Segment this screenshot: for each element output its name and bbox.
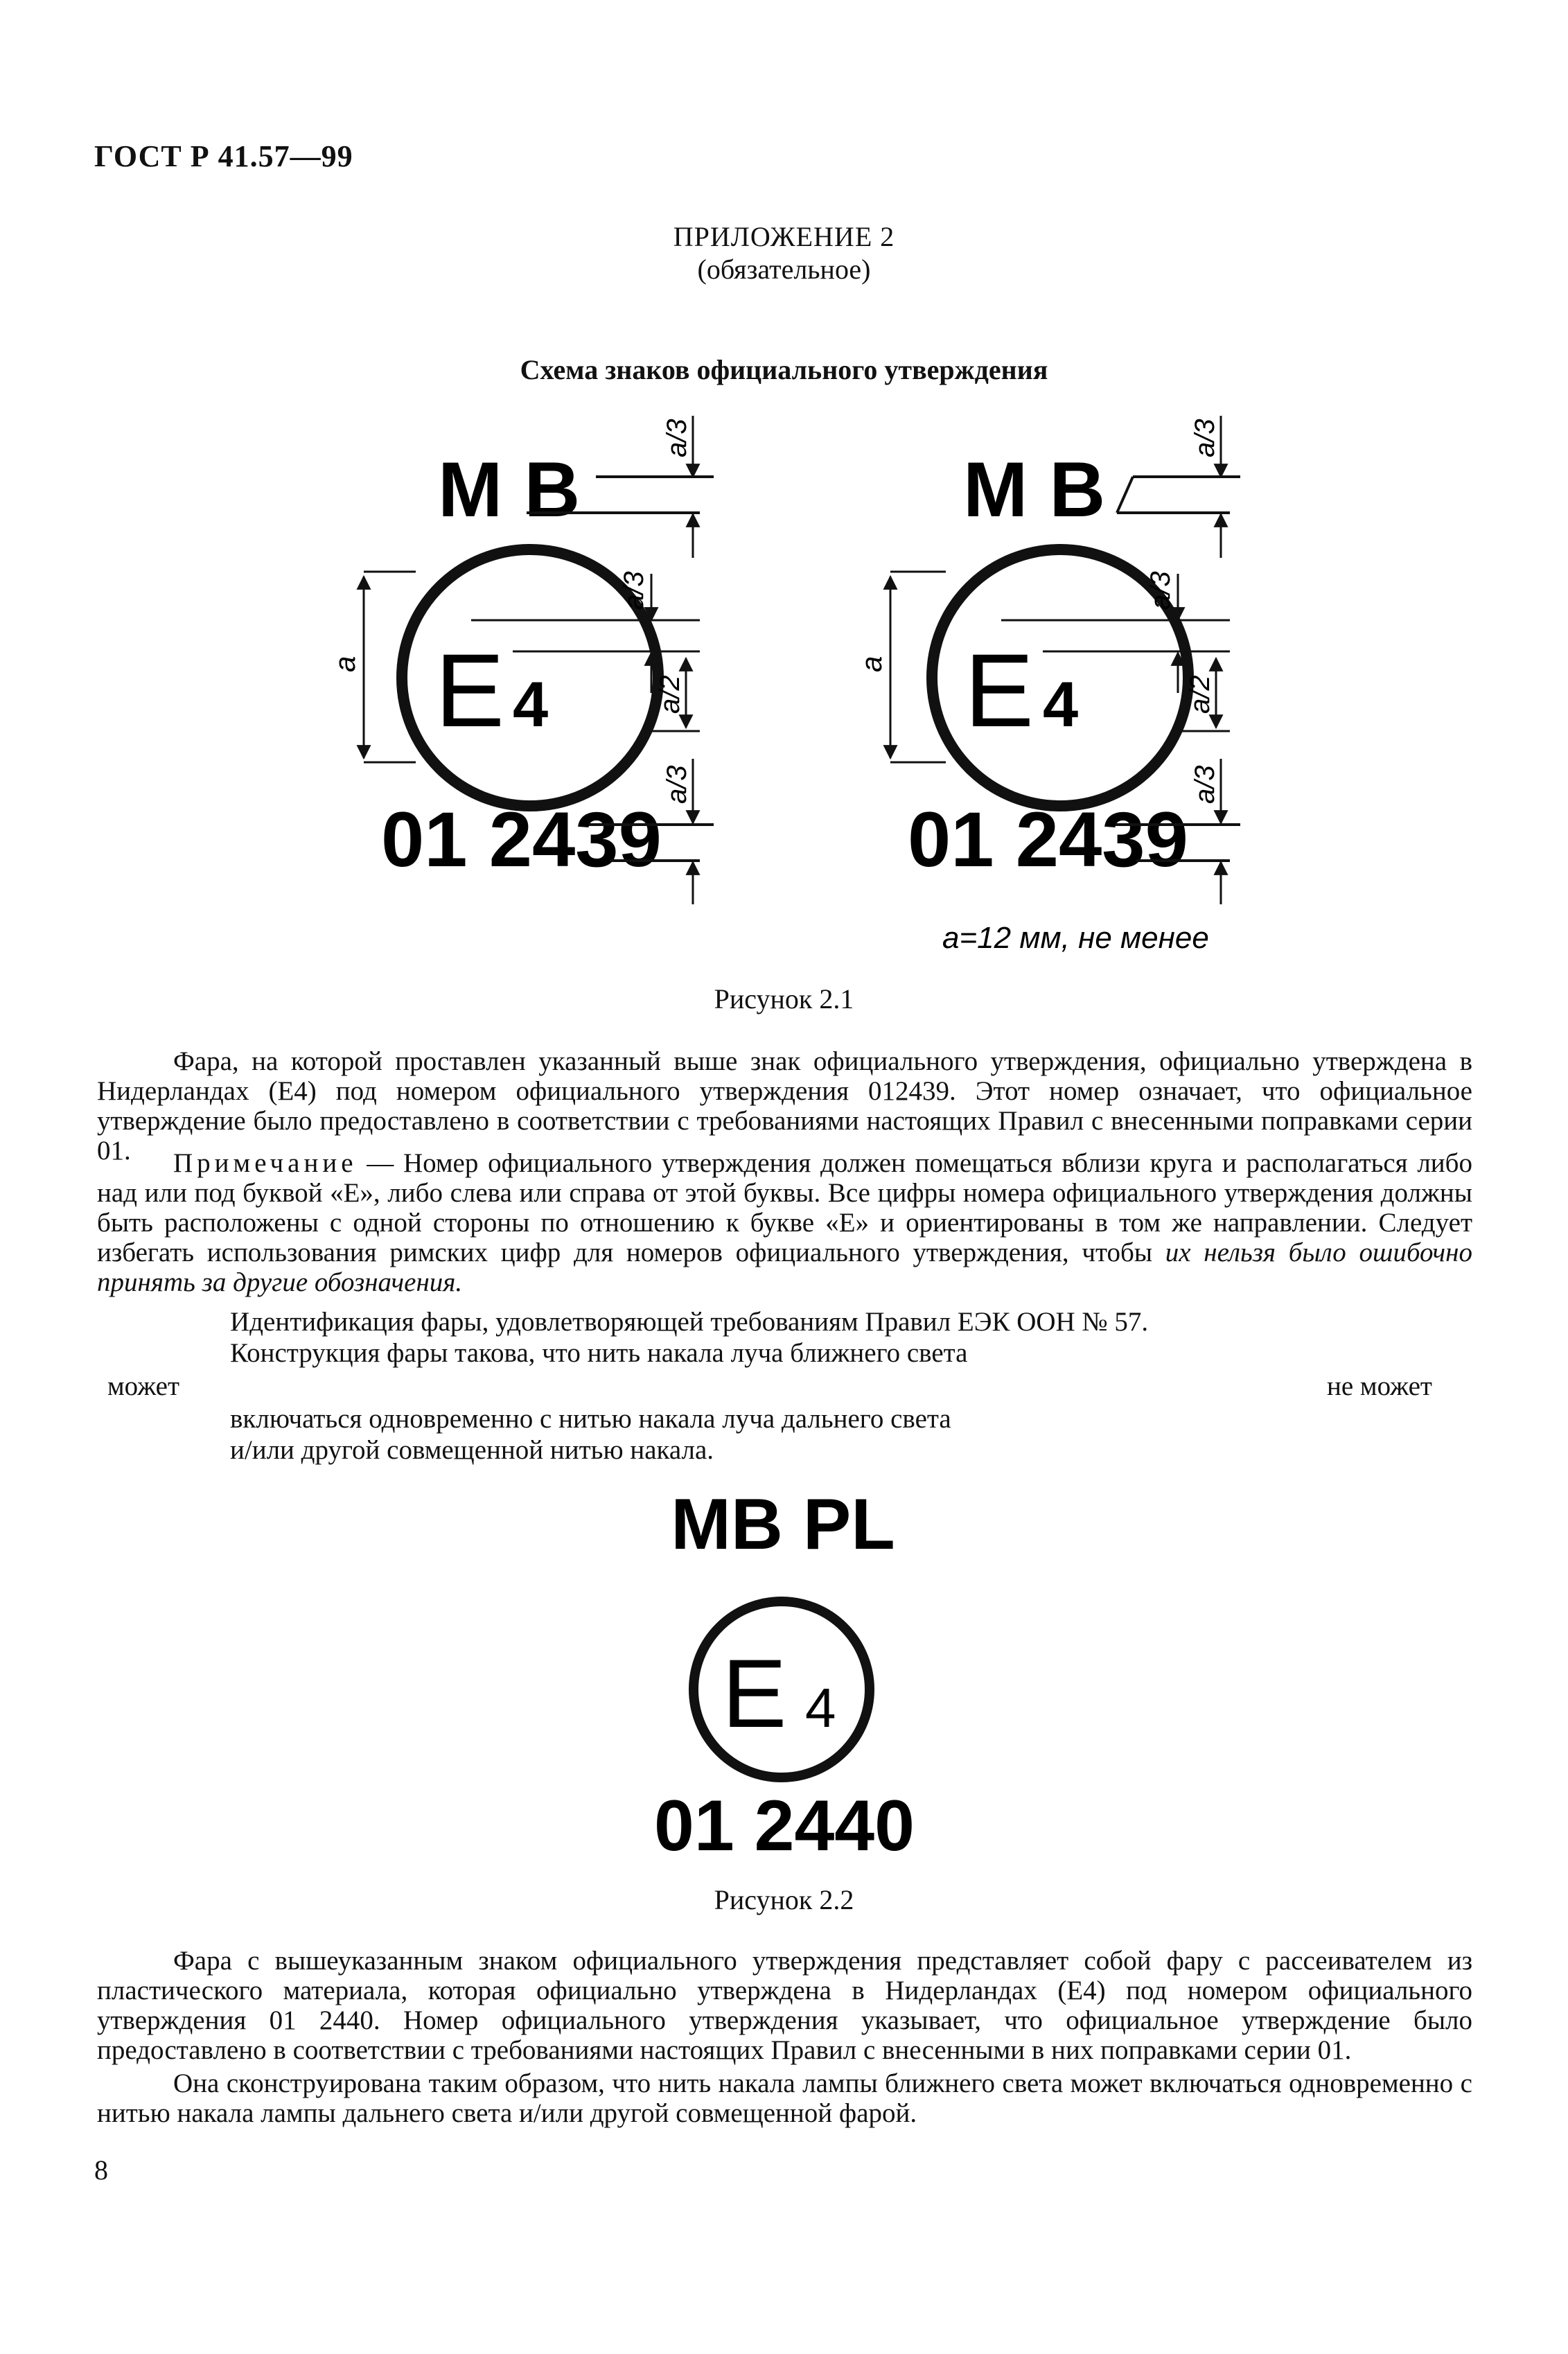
figure-2-2-diagram bbox=[589, 1469, 977, 1885]
dim-a3-bottom-right: a/3 bbox=[1190, 765, 1220, 804]
note-label: Примечание bbox=[173, 1148, 358, 1178]
e-letter-fig2: E bbox=[722, 1639, 787, 1748]
note-paragraph bbox=[97, 1148, 1472, 1297]
country-code-fig2: 4 bbox=[805, 1677, 836, 1739]
e-letter-left: E bbox=[435, 632, 505, 748]
mark-text-right: M B bbox=[963, 446, 1106, 533]
ident-option-right: не может bbox=[1327, 1371, 1432, 1401]
country-code-left: 4 bbox=[513, 669, 549, 740]
dim-a3-mid-left: a/3 bbox=[619, 571, 649, 610]
mark-text-left: M B bbox=[438, 446, 581, 533]
ident-line-3: включаться одновременно с нитью накала луча дальнего света bbox=[230, 1404, 951, 1434]
figure-2-1-diagram bbox=[0, 388, 1568, 991]
dim-a2-right: a/2 bbox=[1185, 675, 1215, 714]
paragraph-1: Фара, на которой проставлен указанный выше знак официального утверждения, официально утверждена в Нидерландах (Е4) под номером официального утверждения 012439. Этот номер означает, что официальное утверждение было предоставлено в соответствии с требованиями настоящих Правил с внесенными поправками серии 01. bbox=[97, 1046, 1472, 1166]
country-code-right: 4 bbox=[1043, 669, 1079, 740]
scheme-title: Схема знаков официального утверждения bbox=[520, 354, 1048, 385]
document-header: ГОСТ Р 41.57—99 bbox=[94, 139, 353, 173]
page-number: 8 bbox=[94, 2154, 108, 2186]
ident-option-left: может bbox=[107, 1371, 179, 1401]
approval-mark-left bbox=[328, 416, 714, 904]
annex-status: (обязательное) bbox=[697, 254, 871, 285]
figure-2-1-caption: Рисунок 2.1 bbox=[714, 983, 854, 1014]
dim-a-left: a bbox=[328, 656, 361, 672]
ident-line-2: Конструкция фары такова, что нить накала луча ближнего света bbox=[230, 1338, 968, 1368]
dim-a2-left: a/2 bbox=[655, 675, 685, 714]
paragraph-2: Фара с вышеуказанным знаком официального утверждения представляет собой фару с рассеивателем из пластического материала, которая официально утверждена в Нидерландах (Е4) под номером официального утверждения 01 2440. Номер официального утверждения указывает, что официальное утверждение было предоставлено в соответствии с требованиями настоящих Правил с внесенными в них поправками серии 01. bbox=[97, 1946, 1472, 2065]
dim-a3-mid-right: a/3 bbox=[1145, 571, 1176, 610]
ident-line-4: и/или другой совмещенной нитью накала. bbox=[230, 1435, 714, 1465]
dim-a3-bottom-left: a/3 bbox=[662, 765, 692, 804]
dim-a3-top-left: a/3 bbox=[662, 419, 692, 457]
annex-title: ПРИЛОЖЕНИЕ 2 bbox=[673, 221, 895, 252]
figure-2-1-note: a=12 мм, не менее bbox=[942, 921, 1209, 955]
figure-2-2-caption: Рисунок 2.2 bbox=[714, 1884, 854, 1915]
note-text-italic: их нельзя было ошибочно принять за другие обозначения. bbox=[97, 1238, 1472, 1297]
approval-mark-right bbox=[855, 416, 1240, 904]
dim-a3-top-right: a/3 bbox=[1190, 419, 1220, 457]
note-text: — Номер официального утверждения должен помещаться вблизи круга и располагаться либо над или под буквой «Е», либо слева или справа от этой буквы. Все цифры номера официального утверждения должны быть расположены с одной стороны по отношению к букве «Е» и ориентированы в том же направлении. Следует избегать использования римских цифр для номеров официального утверждения, чтобы bbox=[97, 1148, 1472, 1267]
approval-number-fig2: 01 2440 bbox=[654, 1786, 915, 1866]
approval-number-left: 01 2439 bbox=[381, 796, 662, 883]
approval-number-right: 01 2439 bbox=[908, 796, 1188, 883]
paragraph-3: Она сконструирована таким образом, что нить накала лампы ближнего света может включаться одновременно с нитью накала лампы дальнего света и/или другой совмещенной фарой. bbox=[97, 2068, 1472, 2128]
ident-line-1: Идентификация фары, удовлетворяющей требованиям Правил ЕЭК ООН № 57. bbox=[230, 1307, 1149, 1337]
mark-text-fig2: MB PL bbox=[671, 1484, 895, 1565]
dim-a-right: a bbox=[855, 656, 888, 672]
e-letter-right: E bbox=[964, 632, 1034, 748]
